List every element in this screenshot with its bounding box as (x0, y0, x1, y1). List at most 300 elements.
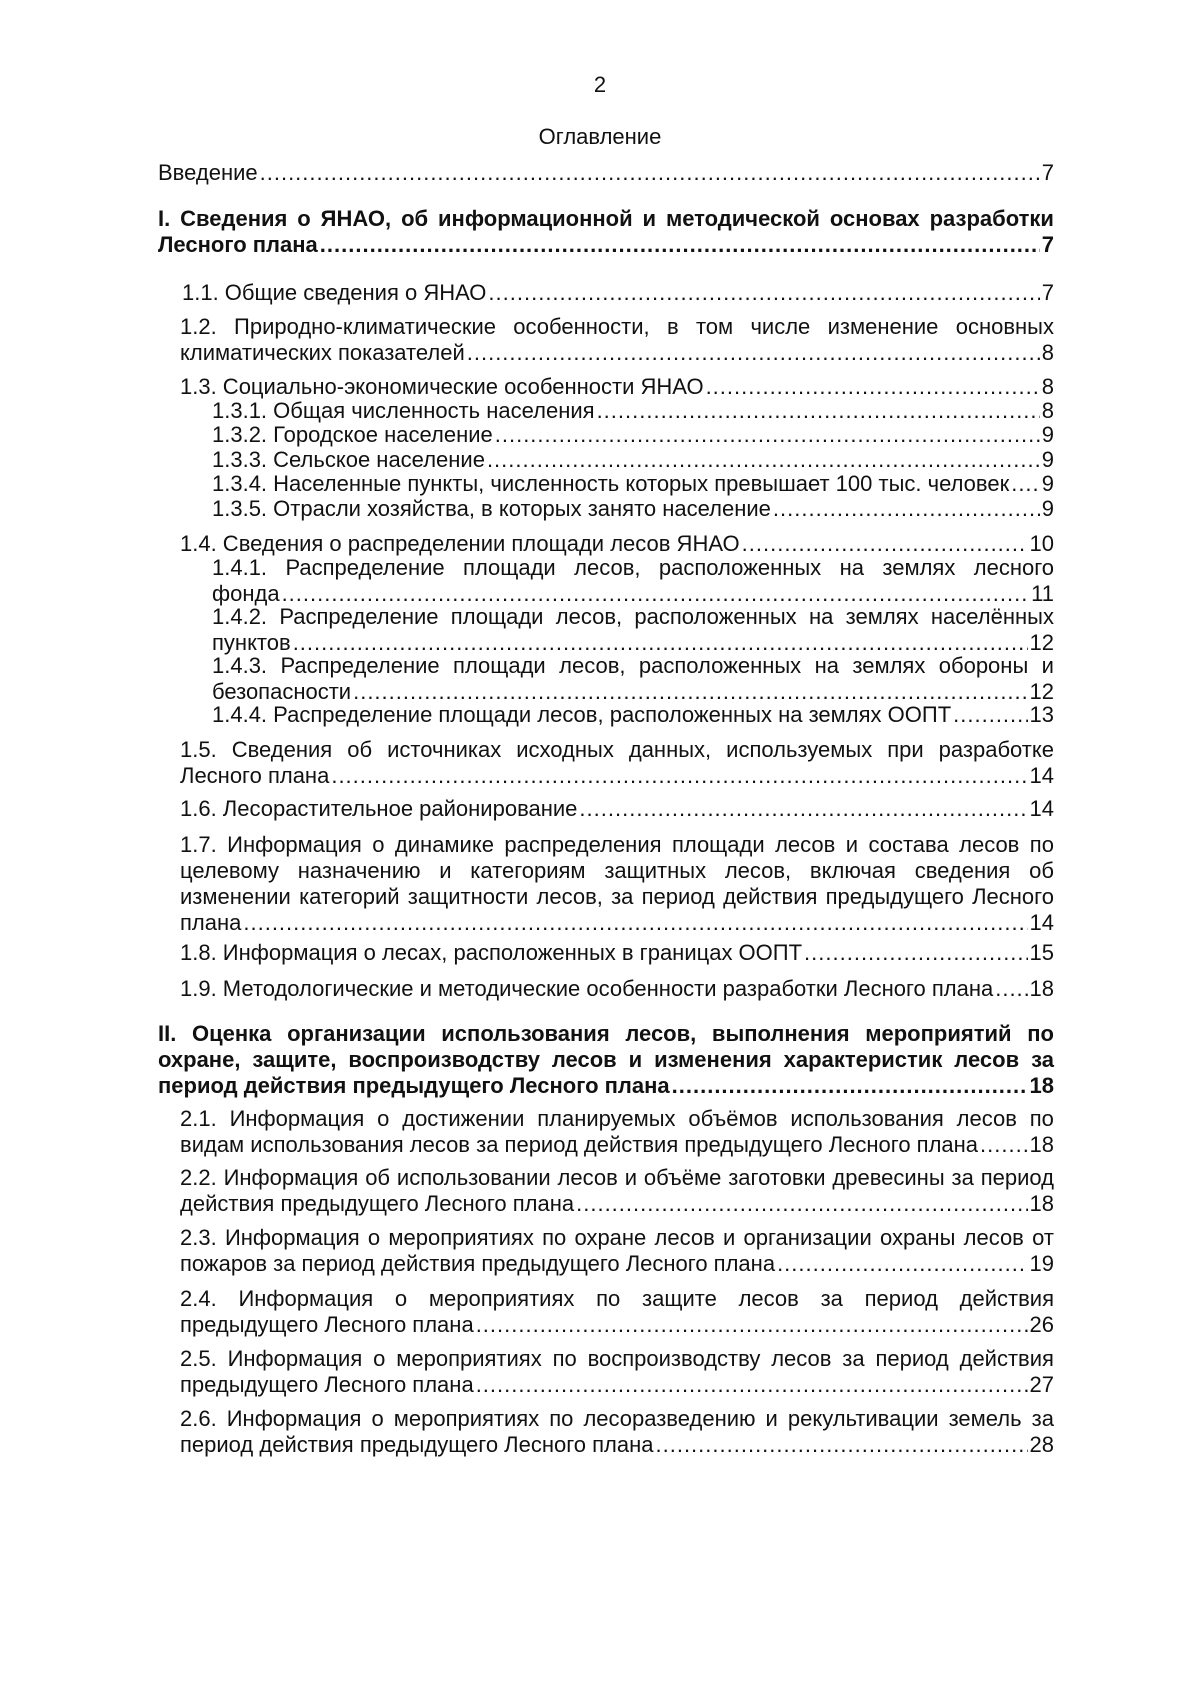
toc-word: лесов (959, 832, 1020, 857)
toc-word: лесов (654, 1225, 715, 1250)
toc-entry[interactable] (180, 796, 1054, 822)
toc-word: и (723, 1225, 736, 1250)
toc-word: охраны (879, 1225, 956, 1250)
toc-word: Распределение (279, 604, 439, 629)
toc-entry-line (158, 1047, 1054, 1073)
toc-word: лесов (775, 832, 836, 857)
toc-entry-line (180, 1346, 1054, 1372)
toc-word: и (845, 832, 859, 857)
toc-word: воспроизводству (587, 1346, 761, 1371)
toc-word: динамике (394, 832, 494, 857)
toc-entry[interactable] (158, 1021, 1054, 1099)
toc-entry[interactable] (212, 471, 1054, 497)
toc-entry-last-line (180, 1432, 1054, 1458)
dot-leader (672, 1073, 1028, 1099)
toc-word: древесины (832, 1165, 945, 1190)
toc-entry-title: безопасности (212, 679, 352, 704)
toc-page-number: 14 (1029, 910, 1054, 935)
toc-entry-title: 1.3.2. Городское население (212, 422, 493, 447)
toc-entry-last-line (212, 471, 1054, 497)
toc-page-number: 9 (1041, 496, 1054, 521)
toc-entry-title: предыдущего Лесного плана (180, 1372, 474, 1397)
toc-word: Информация (238, 1286, 374, 1311)
toc-word: об (347, 737, 373, 762)
toc-entry[interactable] (180, 1165, 1054, 1217)
toc-word: числе (750, 314, 811, 339)
toc-word: площади (453, 653, 546, 678)
dot-leader (1011, 471, 1040, 497)
toc-entry-title: 1.3.1. Общая численность населения (212, 398, 595, 423)
toc-entry-title: 1.3.5. Отрасли хозяйства, в которых занято население (212, 496, 771, 521)
toc-word: основных (955, 314, 1054, 339)
toc-word: землях (845, 604, 919, 629)
toc-word: заготовки (728, 1165, 826, 1190)
toc-entry[interactable] (180, 374, 1054, 400)
toc-word: изменение (827, 314, 939, 339)
toc-word: источниках (387, 737, 502, 762)
dot-leader (953, 702, 1027, 728)
toc-entry-title: действия предыдущего Лесного плана (180, 1191, 575, 1216)
toc-entry-line (158, 1021, 1054, 1047)
toc-entry-title: 1.4.4. Распределение площади лесов, расположенных на землях ООПТ (212, 702, 952, 727)
toc-word: и (1041, 653, 1054, 678)
toc-page-number: 7 (1041, 232, 1054, 257)
toc-entry-last-line (180, 1191, 1054, 1217)
toc-entry-title: пунктов (212, 630, 291, 655)
toc-word: по (596, 1286, 621, 1311)
toc-page-number: 9 (1041, 422, 1054, 447)
toc-word: ЯНАО, (320, 206, 392, 231)
toc-entry-last-line (212, 398, 1054, 424)
toc-word: лесов (771, 1346, 832, 1371)
toc-page-number: 8 (1041, 374, 1054, 399)
toc-word: лесоразведению (583, 1406, 756, 1431)
toc-word: лесов (551, 1047, 617, 1072)
toc-word: об (1029, 858, 1054, 883)
toc-word: 1.4.3. (212, 653, 268, 678)
toc-word: Информация (224, 1225, 360, 1250)
toc-word: I. (158, 206, 171, 231)
toc-word: при (887, 737, 924, 762)
dot-leader (467, 340, 1040, 366)
toc-word: по (552, 1346, 577, 1371)
toc-word: II. (158, 1021, 177, 1046)
toc-word: Информация (223, 1165, 359, 1190)
toc-word: обороны (938, 653, 1029, 678)
toc-word: за (820, 1286, 843, 1311)
toc-word: предыдущего (825, 884, 964, 909)
toc-word: лесов, (574, 555, 641, 580)
toc-word: землях (852, 653, 926, 678)
toc-entry[interactable] (212, 422, 1054, 448)
toc-entry-last-line (212, 447, 1054, 473)
toc-page-number: 9 (1041, 447, 1054, 472)
toc-word: мероприятий (865, 1021, 1012, 1046)
toc-word: выполнения (711, 1021, 850, 1046)
toc-word: о (367, 1225, 381, 1250)
toc-word: использования (790, 1106, 944, 1131)
toc-entry-last-line (212, 702, 1054, 728)
toc-entry-line (158, 206, 1054, 232)
toc-page-number: 7 (1041, 160, 1054, 185)
toc-word: расположенных (658, 555, 822, 580)
toc-entry[interactable] (212, 702, 1054, 728)
toc-entry[interactable] (180, 737, 1054, 789)
toc-word: действия (959, 1286, 1054, 1311)
toc-entry-last-line (158, 1073, 1054, 1099)
toc-word: защитности (407, 884, 529, 909)
toc-entry-line (180, 314, 1054, 340)
toc-entry[interactable] (180, 1286, 1054, 1338)
toc-word: рекультивации (787, 1406, 939, 1431)
toc-word: за (1031, 1406, 1054, 1431)
toc-entry-line (180, 1106, 1054, 1132)
toc-word: информационной (438, 206, 633, 231)
toc-word: сведения (914, 858, 1011, 883)
toc-word: Лесного (972, 884, 1054, 909)
toc-entry-title: 1.8. Информация о лесах, расположенных в границах ООПТ (180, 940, 803, 965)
toc-entry-last-line (180, 531, 1054, 557)
toc-word: воспроизводству (348, 1047, 540, 1072)
toc-entry-line (180, 1165, 1054, 1191)
toc-word: использования (441, 1021, 610, 1046)
toc-entry-last-line (180, 1372, 1054, 1398)
toc-word: по (1029, 1106, 1054, 1131)
toc-entry-title: фонда (212, 581, 280, 606)
toc-word: на (839, 555, 864, 580)
toc-word: основах (829, 206, 920, 231)
dot-leader (320, 232, 1040, 258)
toc-entry-last-line (180, 910, 1054, 936)
dot-leader (656, 1432, 1028, 1458)
toc-word: 1.2. (180, 314, 217, 339)
toc-word: 1.7. (180, 832, 217, 857)
toc-entry-title: 1.4. Сведения о распределении площади лесов ЯНАО (180, 531, 740, 556)
toc-word: лесов, (536, 884, 603, 909)
toc-word: по (549, 1406, 574, 1431)
toc-word: лесного (973, 555, 1054, 580)
dot-leader (597, 398, 1040, 424)
toc-word: 2.4. (180, 1286, 217, 1311)
toc-word: от (1032, 1225, 1054, 1250)
toc-entry-line (180, 1225, 1054, 1251)
toc-entry-last-line (180, 976, 1054, 1002)
toc-entry-title: 1.3.4. Населенные пункты, численность которых превышает 100 тыс. человек (212, 471, 1010, 496)
toc-word: землях (882, 555, 956, 580)
toc-word: лесов, (625, 1021, 697, 1046)
toc-word: действия (959, 1346, 1054, 1371)
toc-word: за (842, 1346, 865, 1371)
toc-word: и (765, 1406, 778, 1431)
toc-entry-title: пожаров за период действия предыдущего Лесного плана (180, 1251, 776, 1276)
toc-word: 1.5. (180, 737, 217, 762)
toc-word: использовании (396, 1165, 551, 1190)
toc-word: лесов, (724, 858, 792, 883)
toc-word: мероприятиях (393, 1406, 540, 1431)
dot-leader (495, 422, 1040, 448)
toc-entry-last-line (180, 940, 1054, 966)
toc-entry[interactable] (212, 555, 1054, 607)
toc-word: охране, (158, 1047, 241, 1072)
toc-word: населённых (930, 604, 1054, 629)
toc-word: об (365, 1165, 391, 1190)
toc-word: Информация (226, 1406, 362, 1431)
toc-word: в (666, 314, 679, 339)
toc-entry[interactable] (180, 976, 1054, 1002)
toc-word: защитных (604, 858, 707, 883)
toc-entry[interactable] (180, 314, 1054, 366)
toc-word: том (695, 314, 734, 339)
toc-word: охране (574, 1225, 647, 1250)
dot-leader (742, 531, 1028, 557)
toc-entry-title: период действия предыдущего Лесного плана (180, 1432, 654, 1457)
toc-entry[interactable] (212, 447, 1054, 473)
toc-entry[interactable] (180, 531, 1054, 557)
toc-word: лесов (557, 1165, 618, 1190)
toc-word: и (628, 1047, 643, 1072)
toc-entry[interactable] (158, 206, 1054, 258)
toc-word: характеристик (783, 1047, 943, 1072)
toc-word: объёме (643, 1165, 722, 1190)
toc-word: Информация (229, 1106, 365, 1131)
toc-page-number: 8 (1041, 340, 1054, 365)
toc-word: о (372, 832, 385, 857)
toc-entry[interactable] (180, 1225, 1054, 1277)
toc-word: и (642, 206, 657, 231)
toc-word: 2.3. (180, 1225, 217, 1250)
toc-entry-title: 1.1. Общие сведения о ЯНАО (182, 280, 487, 305)
dot-leader (995, 976, 1027, 1002)
toc-word: объёмов (688, 1106, 778, 1131)
toc-word: Природно-климатические (234, 314, 496, 339)
toc-word: и (439, 858, 452, 883)
toc-page-number: 19 (1029, 1251, 1054, 1276)
toc-word: лесов (738, 1286, 799, 1311)
toc-word: лесов (956, 1106, 1017, 1131)
toc-entry-title: Лесного плана (180, 763, 330, 788)
toc-entry-line (180, 884, 1054, 910)
toc-page-number: 13 (1029, 702, 1054, 727)
toc-entry[interactable] (212, 496, 1054, 522)
dot-leader (773, 496, 1040, 522)
toc-word: за (1031, 1047, 1054, 1072)
toc-word: разработки (929, 206, 1054, 231)
toc-entry[interactable] (180, 940, 1054, 966)
dot-leader (980, 1132, 1027, 1158)
toc-entry-last-line (212, 422, 1054, 448)
toc-title: Оглавление (538, 124, 662, 149)
toc-entry-line (180, 832, 1054, 858)
toc-entry-title: предыдущего Лесного плана (180, 1312, 474, 1337)
toc-entry-line (180, 858, 1054, 884)
toc-word: защите (642, 1286, 717, 1311)
toc-word: 2.5. (180, 1346, 217, 1371)
toc-entry-last-line (180, 340, 1054, 366)
toc-word: организации (287, 1021, 426, 1046)
toc-entry-line (180, 1406, 1054, 1432)
toc-page-number: 27 (1029, 1372, 1054, 1397)
toc-entry-title: 1.3. Социально-экономические особенности ЯНАО (180, 374, 704, 399)
toc-word: изменения (654, 1047, 772, 1072)
toc-entry-title: 1.9. Методологические и методические особенности разработки Лесного плана (180, 976, 994, 1001)
toc-word: об (401, 206, 429, 231)
toc-word: Оценка (192, 1021, 272, 1046)
toc-word: методической (665, 206, 820, 231)
toc-word: планируемых (537, 1106, 676, 1131)
toc-word: земель (948, 1406, 1022, 1431)
dot-leader (706, 374, 1040, 400)
toc-page-number: 11 (1031, 581, 1054, 606)
toc-entry[interactable] (212, 398, 1054, 424)
toc-word: целевому (180, 858, 279, 883)
toc-entry-last-line (180, 796, 1054, 822)
toc-word: площади (450, 604, 544, 629)
toc-page-number: 7 (1041, 280, 1054, 305)
toc-word: действия (723, 884, 818, 909)
toc-page-number: 18 (1029, 1132, 1054, 1157)
toc-entry[interactable] (180, 832, 1054, 936)
toc-entry-title: Введение (158, 160, 258, 185)
toc-word: мероприятиях (396, 1346, 542, 1371)
toc-entry[interactable] (158, 160, 1054, 186)
toc-entry[interactable] (212, 653, 1054, 705)
toc-entry-line (212, 555, 1054, 581)
toc-entry[interactable] (180, 1346, 1054, 1398)
toc-word: лесов (954, 1047, 1020, 1072)
toc-word: 2.2. (180, 1165, 217, 1190)
toc-page-number: 18 (1029, 1191, 1054, 1216)
toc-word: Сведения (180, 206, 288, 231)
toc-entry-last-line (158, 232, 1054, 258)
toc-entry-last-line (180, 1132, 1054, 1158)
toc-entry[interactable] (180, 1106, 1054, 1158)
toc-word: период (864, 1286, 938, 1311)
toc-page-number: 28 (1029, 1432, 1054, 1457)
toc-entry[interactable] (212, 604, 1054, 656)
dot-leader (576, 1191, 1027, 1217)
toc-entry-title: климатических показателей (180, 340, 465, 365)
toc-word: категориям (470, 858, 586, 883)
toc-page-number: 18 (1029, 976, 1054, 1001)
toc-word: о (394, 1286, 408, 1311)
toc-word: организации (743, 1225, 872, 1250)
toc-word: расположенных (634, 604, 797, 629)
toc-word: о (371, 1406, 384, 1431)
dot-leader (331, 763, 1027, 789)
dot-leader (487, 447, 1040, 473)
toc-word: за (951, 1165, 974, 1190)
toc-page-number: 10 (1029, 531, 1054, 556)
toc-word: о (297, 206, 311, 231)
toc-word: особенности, (513, 314, 650, 339)
toc-entry-line (180, 1286, 1054, 1312)
toc-word: о (373, 1346, 386, 1371)
dot-leader (777, 1251, 1027, 1277)
dot-leader (243, 910, 1027, 936)
toc-entry-last-line (182, 280, 1054, 306)
toc-entry-line (212, 604, 1054, 630)
toc-word: исходных (516, 737, 614, 762)
dot-leader (804, 940, 1027, 966)
toc-entry-last-line (158, 160, 1054, 186)
toc-word: площади (671, 832, 765, 857)
page-number: 2 (593, 72, 607, 97)
toc-word: на (814, 653, 839, 678)
toc-entry-line (212, 653, 1054, 679)
dot-leader (579, 796, 1027, 822)
toc-page-number: 14 (1029, 796, 1054, 821)
toc-entry-last-line (212, 496, 1054, 522)
toc-word: Информация (227, 832, 362, 857)
toc-word: период (875, 1346, 949, 1371)
toc-word: по (1029, 832, 1054, 857)
toc-word: лесов (963, 1225, 1024, 1250)
toc-word: Информация (227, 1346, 363, 1371)
toc-word: расположенных (638, 653, 802, 678)
toc-page-number: 12 (1029, 679, 1054, 704)
toc-page-number: 9 (1041, 471, 1054, 496)
toc-word: лесов, (559, 653, 626, 678)
toc-entry-title: Лесного плана (158, 232, 318, 257)
toc-word: лесов, (555, 604, 623, 629)
toc-word: мероприятиях (388, 1225, 534, 1250)
toc-word: изменении (180, 884, 291, 909)
toc-page-number: 18 (1029, 1073, 1054, 1098)
toc-word: состава (868, 832, 949, 857)
toc-word: данных, (628, 737, 712, 762)
toc-entry-last-line (180, 763, 1054, 789)
toc-word: Распределение (285, 555, 445, 580)
toc-word: период (980, 1165, 1054, 1190)
toc-entry-line (180, 737, 1054, 763)
toc-word: категорий (299, 884, 400, 909)
toc-word: распределения (504, 832, 662, 857)
toc-word: 1.4.1. (212, 555, 268, 580)
toc-word: Распределение (280, 653, 440, 678)
toc-word: на (808, 604, 834, 629)
toc-word: по (542, 1225, 567, 1250)
toc-entry[interactable] (180, 1406, 1054, 1458)
toc-entry-last-line (180, 1251, 1054, 1277)
toc-word: о (377, 1106, 390, 1131)
toc-word: используемых (726, 737, 873, 762)
toc-page-number: 14 (1029, 763, 1054, 788)
toc-word: Сведения (231, 737, 333, 762)
toc-word: 2.1. (180, 1106, 217, 1131)
toc-word: период (641, 884, 715, 909)
toc-page-number: 26 (1029, 1312, 1054, 1337)
toc-word: и (624, 1165, 637, 1190)
dot-leader (488, 280, 1039, 306)
dot-leader (476, 1312, 1028, 1338)
toc-word: назначению (297, 858, 421, 883)
toc-entry-title: период действия предыдущего Лесного плана (158, 1073, 670, 1098)
toc-entry-title: плана (180, 910, 242, 935)
toc-word: достижении (402, 1106, 525, 1131)
toc-word: площади (463, 555, 556, 580)
toc-entry-title: видам использования лесов за период действия предыдущего Лесного плана (180, 1132, 979, 1157)
toc-word: защите, (252, 1047, 337, 1072)
toc-entry[interactable] (182, 280, 1054, 306)
dot-leader (476, 1372, 1028, 1398)
toc-entry-last-line (180, 374, 1054, 400)
toc-page-number: 15 (1029, 940, 1054, 965)
toc-word: мероприятиях (428, 1286, 575, 1311)
toc-page-number: 12 (1029, 630, 1054, 655)
toc-word: 1.4.2. (212, 604, 268, 629)
toc-word: 2.6. (180, 1406, 217, 1431)
toc-word: за (611, 884, 634, 909)
